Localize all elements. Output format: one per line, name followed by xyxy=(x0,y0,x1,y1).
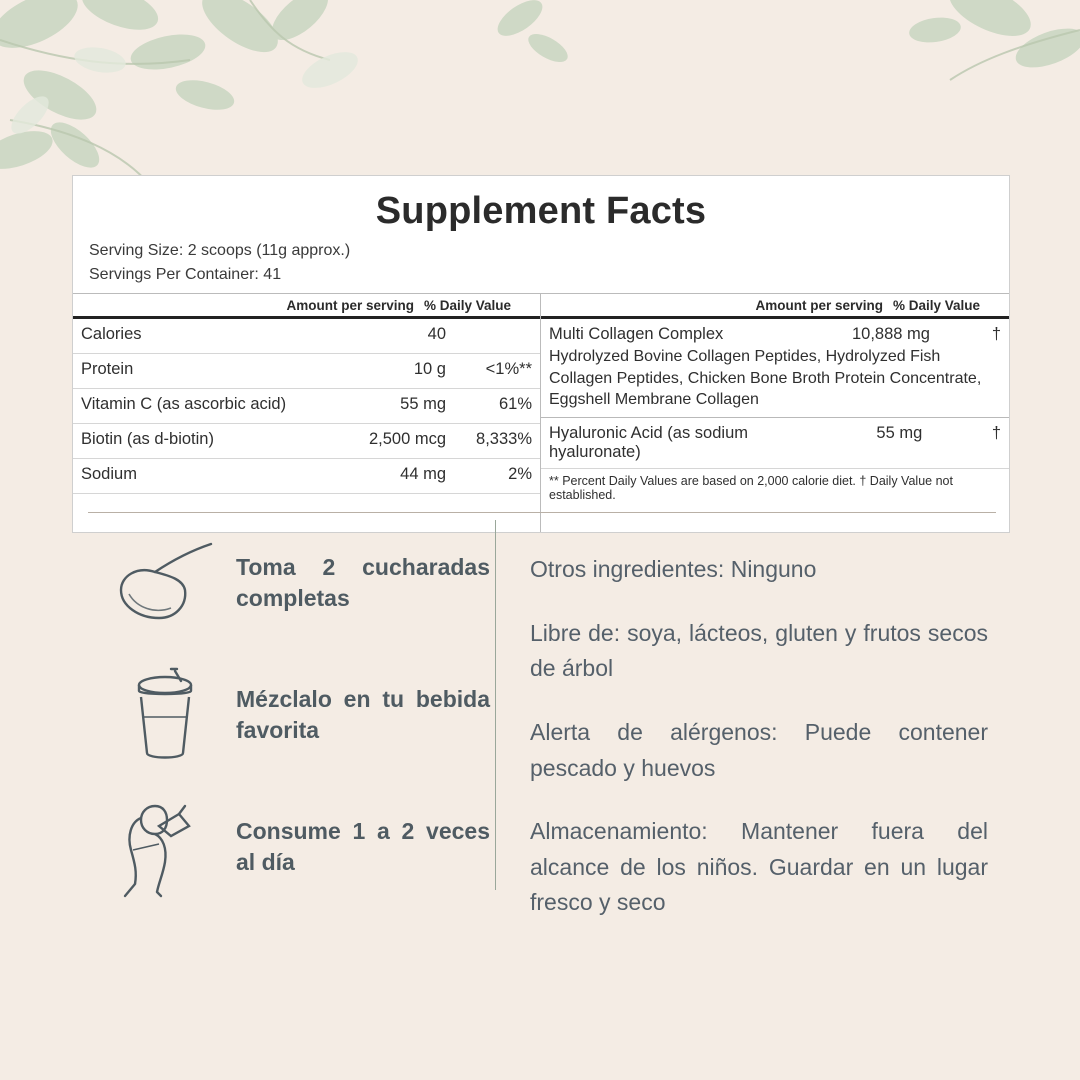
nutrient-amount: 2,500 mcg xyxy=(368,430,446,448)
facts-columns xyxy=(73,293,1009,532)
nutrient-dv: <1%** xyxy=(485,360,532,378)
vertical-divider xyxy=(495,520,496,890)
supplement-facts-panel xyxy=(72,175,1010,533)
facts-right-column xyxy=(541,294,1009,532)
serving-size: Serving Size: 2 scoops (11g approx.) xyxy=(89,242,351,259)
list-item-label: Consume 1 a 2 veces al día xyxy=(236,818,490,875)
table-row xyxy=(73,424,540,459)
blend-dv: † xyxy=(991,325,1001,343)
nutrient-amount: 10 g xyxy=(413,360,446,378)
list-item xyxy=(110,528,490,638)
nutrient-name: Calories xyxy=(81,325,142,343)
nutrient-dv: 8,333% xyxy=(476,430,532,448)
left-column-header xyxy=(73,294,540,319)
table-row xyxy=(73,459,540,494)
horizontal-divider xyxy=(88,512,996,513)
scoop-icon xyxy=(110,528,220,638)
drink-cup-icon xyxy=(110,660,220,770)
blend-row xyxy=(541,319,1009,346)
blend-sources: Hydrolyzed Bovine Collagen Peptides, Hydrolyzed Fish Collagen Peptides, Chicken Bone Broth Protein Concentrate, Eggshell Membrane Collagen xyxy=(541,346,1009,418)
allergen-warning-text: Alerta de alérgenos: Puede contener pescado y huevos xyxy=(530,718,988,781)
storage-text: Almacenamiento: Mantener fuera del alcance de los niños. Guardar en un lugar fresco y seco xyxy=(530,818,988,916)
list-item-label: Toma 2 cucharadas completas xyxy=(236,554,490,611)
how-to-use-list xyxy=(110,528,490,924)
servings-per-container: Servings Per Container: 41 xyxy=(89,266,282,283)
nutrient-amount: 44 mg xyxy=(400,465,446,483)
table-row xyxy=(73,354,540,389)
serving-info xyxy=(73,239,1009,293)
table-row xyxy=(73,319,540,354)
free-from-text: Libre de: soya, lácteos, gluten y frutos secos de árbol xyxy=(530,619,988,682)
decorative-foliage xyxy=(0,0,1080,200)
nutrient-name: Biotin (as d-biotin) xyxy=(81,430,214,448)
right-dv-header: % Daily Value xyxy=(893,298,981,313)
left-amount-header: Amount per serving xyxy=(286,298,414,313)
other-ingredients-text: Otros ingredientes: Ninguno xyxy=(530,556,817,582)
nutrient-name: Sodium xyxy=(81,465,137,483)
footnote: ** Percent Daily Values are based on 2,000 calorie diet. † Daily Value not established. xyxy=(549,473,953,502)
person-drinking-icon xyxy=(110,792,220,902)
nutrient-dv: 61% xyxy=(498,395,532,413)
blend-amount: 10,888 mg xyxy=(852,325,930,343)
nutrient-amount: 40 xyxy=(427,325,446,343)
nutrient-amount: 55 mg xyxy=(400,395,446,413)
left-dv-header: % Daily Value xyxy=(424,298,512,313)
list-item-label: Mézclalo en tu bebida favorita xyxy=(236,686,490,743)
nutrient-amount: 55 mg xyxy=(876,423,923,442)
nutrient-name: Vitamin C (as ascorbic acid) xyxy=(81,395,287,413)
nutrient-name: Protein xyxy=(81,360,134,378)
list-item xyxy=(110,660,490,770)
nutrient-dv: † xyxy=(991,423,1001,442)
table-row-spacer xyxy=(73,494,540,532)
right-amount-header: Amount per serving xyxy=(755,298,883,313)
blend-name: Multi Collagen Complex xyxy=(549,325,724,343)
product-info-column xyxy=(530,552,988,949)
nutrient-dv: 2% xyxy=(508,465,532,483)
facts-left-column xyxy=(73,294,541,532)
right-column-header xyxy=(541,294,1009,319)
table-row xyxy=(73,389,540,424)
table-row xyxy=(541,418,1009,469)
nutrient-name: Hyaluronic Acid (as sodium hyaluronate) xyxy=(549,423,748,461)
panel-title: Supplement Facts xyxy=(375,190,707,232)
list-item xyxy=(110,792,490,902)
